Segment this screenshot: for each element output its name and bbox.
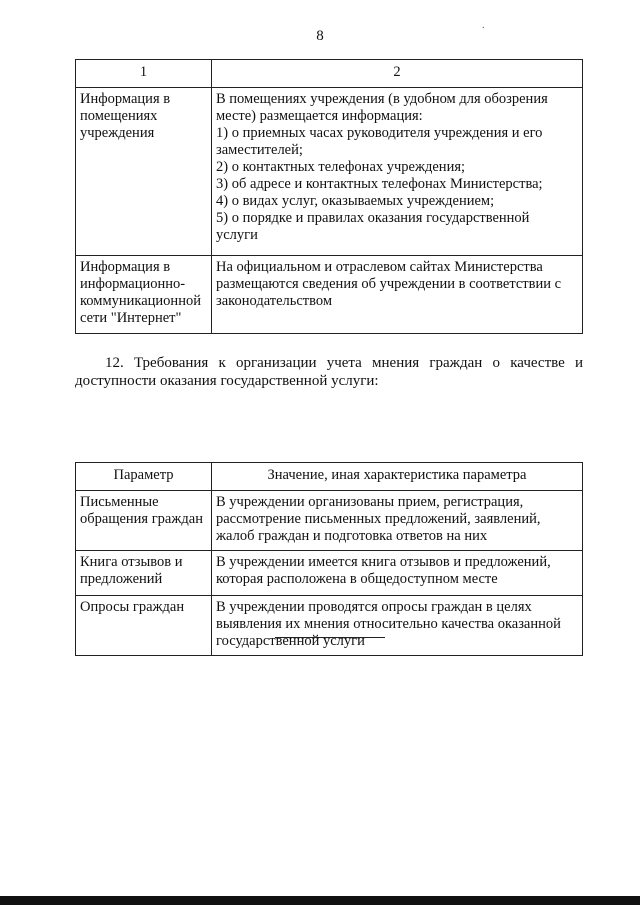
row-value [212, 596, 583, 656]
table-row [76, 491, 583, 551]
row-label-line: Письменные [80, 494, 159, 510]
table-row [76, 596, 583, 656]
end-separator-line [275, 637, 385, 638]
table-row [76, 551, 583, 596]
row-label-line: коммуникационной [80, 293, 201, 309]
row-value-line: В учреждении организованы прием, регистрация, [216, 494, 524, 510]
scan-bottom-edge [0, 896, 640, 905]
row-value-line: размещаются сведения об учреждении в соответствии с [216, 276, 562, 292]
column-header: 1 [76, 60, 212, 88]
row-value [212, 88, 583, 256]
row-value-line: выявления их мнения относительно качества оказанной [216, 616, 561, 632]
row-label-line: Информация в [80, 259, 171, 275]
row-label-line: сети "Интернет" [80, 310, 182, 326]
row-value [212, 256, 583, 334]
row-value-line: 1) о приемных часах руководителя учреждения и его [216, 125, 543, 141]
row-value-line: законодательством [216, 293, 333, 309]
row-value-line: На официальном и отраслевом сайтах Министерства [216, 259, 543, 275]
row-label [76, 491, 212, 551]
column-header: Параметр [76, 463, 212, 491]
scan-speck: . [482, 20, 485, 31]
row-label-line: учреждения [80, 125, 155, 141]
info-placement-table [75, 59, 583, 334]
section-12-paragraph: 12. Требования к организации учета мнения граждан о качестве и доступности оказания государственной услуги: [75, 355, 583, 389]
column-header: Значение, иная характеристика параметра [212, 463, 583, 491]
row-label [76, 551, 212, 596]
page-number: 8 [316, 28, 324, 44]
row-label-line: Книга отзывов и [80, 554, 183, 570]
row-value-line: В учреждении имеется книга отзывов и предложений, [216, 554, 551, 570]
row-value-line: жалоб граждан и подготовка ответов на них [216, 528, 488, 544]
column-header: 2 [212, 60, 583, 88]
row-value-line: 2) о контактных телефонах учреждения; [216, 159, 466, 175]
row-value-line: месте) размещается информация: [216, 108, 423, 124]
row-value-line: В учреждении проводятся опросы граждан в целях [216, 599, 532, 615]
row-value-line: заместителей; [216, 142, 303, 158]
row-label [76, 256, 212, 334]
citizen-opinion-table [75, 462, 583, 656]
row-value-line: услуги [216, 227, 258, 243]
row-label-line: предложений [80, 571, 163, 587]
row-label-line: информационно- [80, 276, 186, 292]
row-label-line: обращения граждан [80, 511, 203, 527]
row-label-line: помещениях [80, 108, 158, 124]
row-value-line: В помещениях учреждения (в удобном для обозрения [216, 91, 548, 107]
row-label-line: Информация в [80, 91, 171, 107]
row-value-line: 5) о порядке и правилах оказания государственной [216, 210, 530, 226]
row-value-line: 3) об адресе и контактных телефонах Министерства; [216, 176, 543, 192]
table-header-row [76, 60, 583, 88]
table-row [76, 256, 583, 334]
row-value-line: рассмотрение письменных предложений, заявлений, [216, 511, 541, 527]
row-label [76, 596, 212, 656]
row-value-line: которая расположена в общедоступном месте [216, 571, 498, 587]
table-header-row [76, 463, 583, 491]
row-value [212, 551, 583, 596]
row-label-line: Опросы граждан [80, 599, 185, 615]
table-row [76, 88, 583, 256]
row-value [212, 491, 583, 551]
row-value-line: государственной услуги [216, 633, 365, 649]
row-value-line: 4) о видах услуг, оказываемых учреждением; [216, 193, 495, 209]
row-label [76, 88, 212, 256]
